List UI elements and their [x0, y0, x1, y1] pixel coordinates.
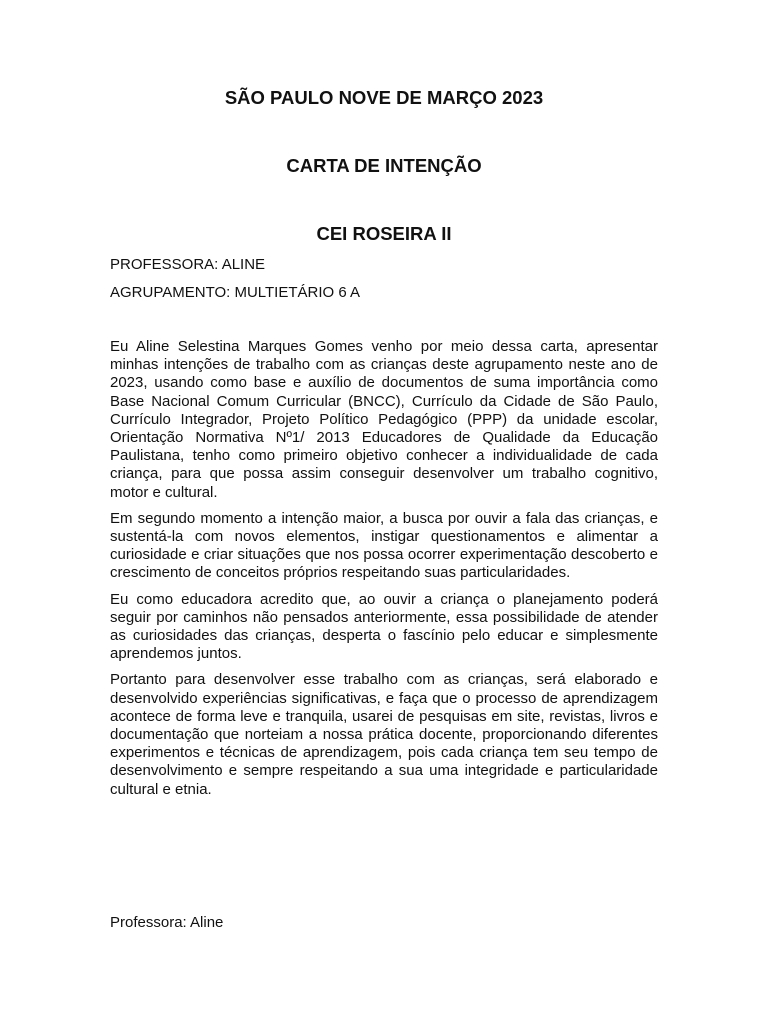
teacher-line: PROFESSORA: ALINE	[110, 256, 266, 273]
letter-body	[110, 338, 658, 807]
location-date-heading: SÃO PAULO NOVE DE MARÇO 2023	[224, 87, 544, 108]
group-line: AGRUPAMENTO: MULTIETÁRIO 6 A	[110, 284, 361, 301]
school-name-heading: CEI ROSEIRA II	[316, 223, 452, 244]
body-paragraph-3: Eu como educadora acredito que, ao ouvir a criança o planejamento poderá seguir por caminhos não pensados anteriormente, essa possibilidade de atender as curiosidades das crianças, desperta o fascínio pelo educar e simplesmente aprendemos juntos.	[110, 590, 658, 663]
letter-title-heading: CARTA DE INTENÇÃO	[286, 155, 482, 176]
body-paragraph-2: Em segundo momento a intenção maior, a busca por ouvir a fala das crianças, e sustentá-la com novos elementos, instigar questionamentos e alimentar a curiosidade e criar situações que nos possa ocorrer experimentação descoberto e crescimento de conceitos próprios respeitando suas particularidades.	[110, 509, 658, 582]
body-paragraph-4: Portanto para desenvolver esse trabalho com as crianças, será elaborado e desenvolvido experiências significativas, e faça que o processo de aprendizagem acontece de forma leve e tranquila, usarei de pesquisas em site, revistas, livros e documentação que norteiam a nossa prática docente, proporcionando diferentes experimentos e técnicas de aprendizagem, pois cada criança tem seu tempo de desenvolvimento e sempre respeitando a sua uma integridade e particularidade cultural e etnia.	[110, 671, 658, 798]
signature-line: Professora: Aline	[110, 914, 224, 931]
body-paragraph-1: Eu Aline Selestina Marques Gomes venho por meio dessa carta, apresentar minhas intenções de trabalho com as crianças deste agrupamento neste ano de 2023, usando como base e auxílio de documentos de suma importância como Base Nacional Comum Curricular (BNCC), Currículo da Cidade de São Paulo, Currículo Integrador, Projeto Político Pedagógico (PPP) da unidade escolar, Orientação Normativa Nº1/ 2013 Educadores de Qualidade da Educação Paulistana, tenho como primeiro objetivo conhecer a individualidade de cada criança, para que possa assim conseguir desenvolver um trabalho cognitivo, motor e cultural.	[110, 338, 658, 501]
